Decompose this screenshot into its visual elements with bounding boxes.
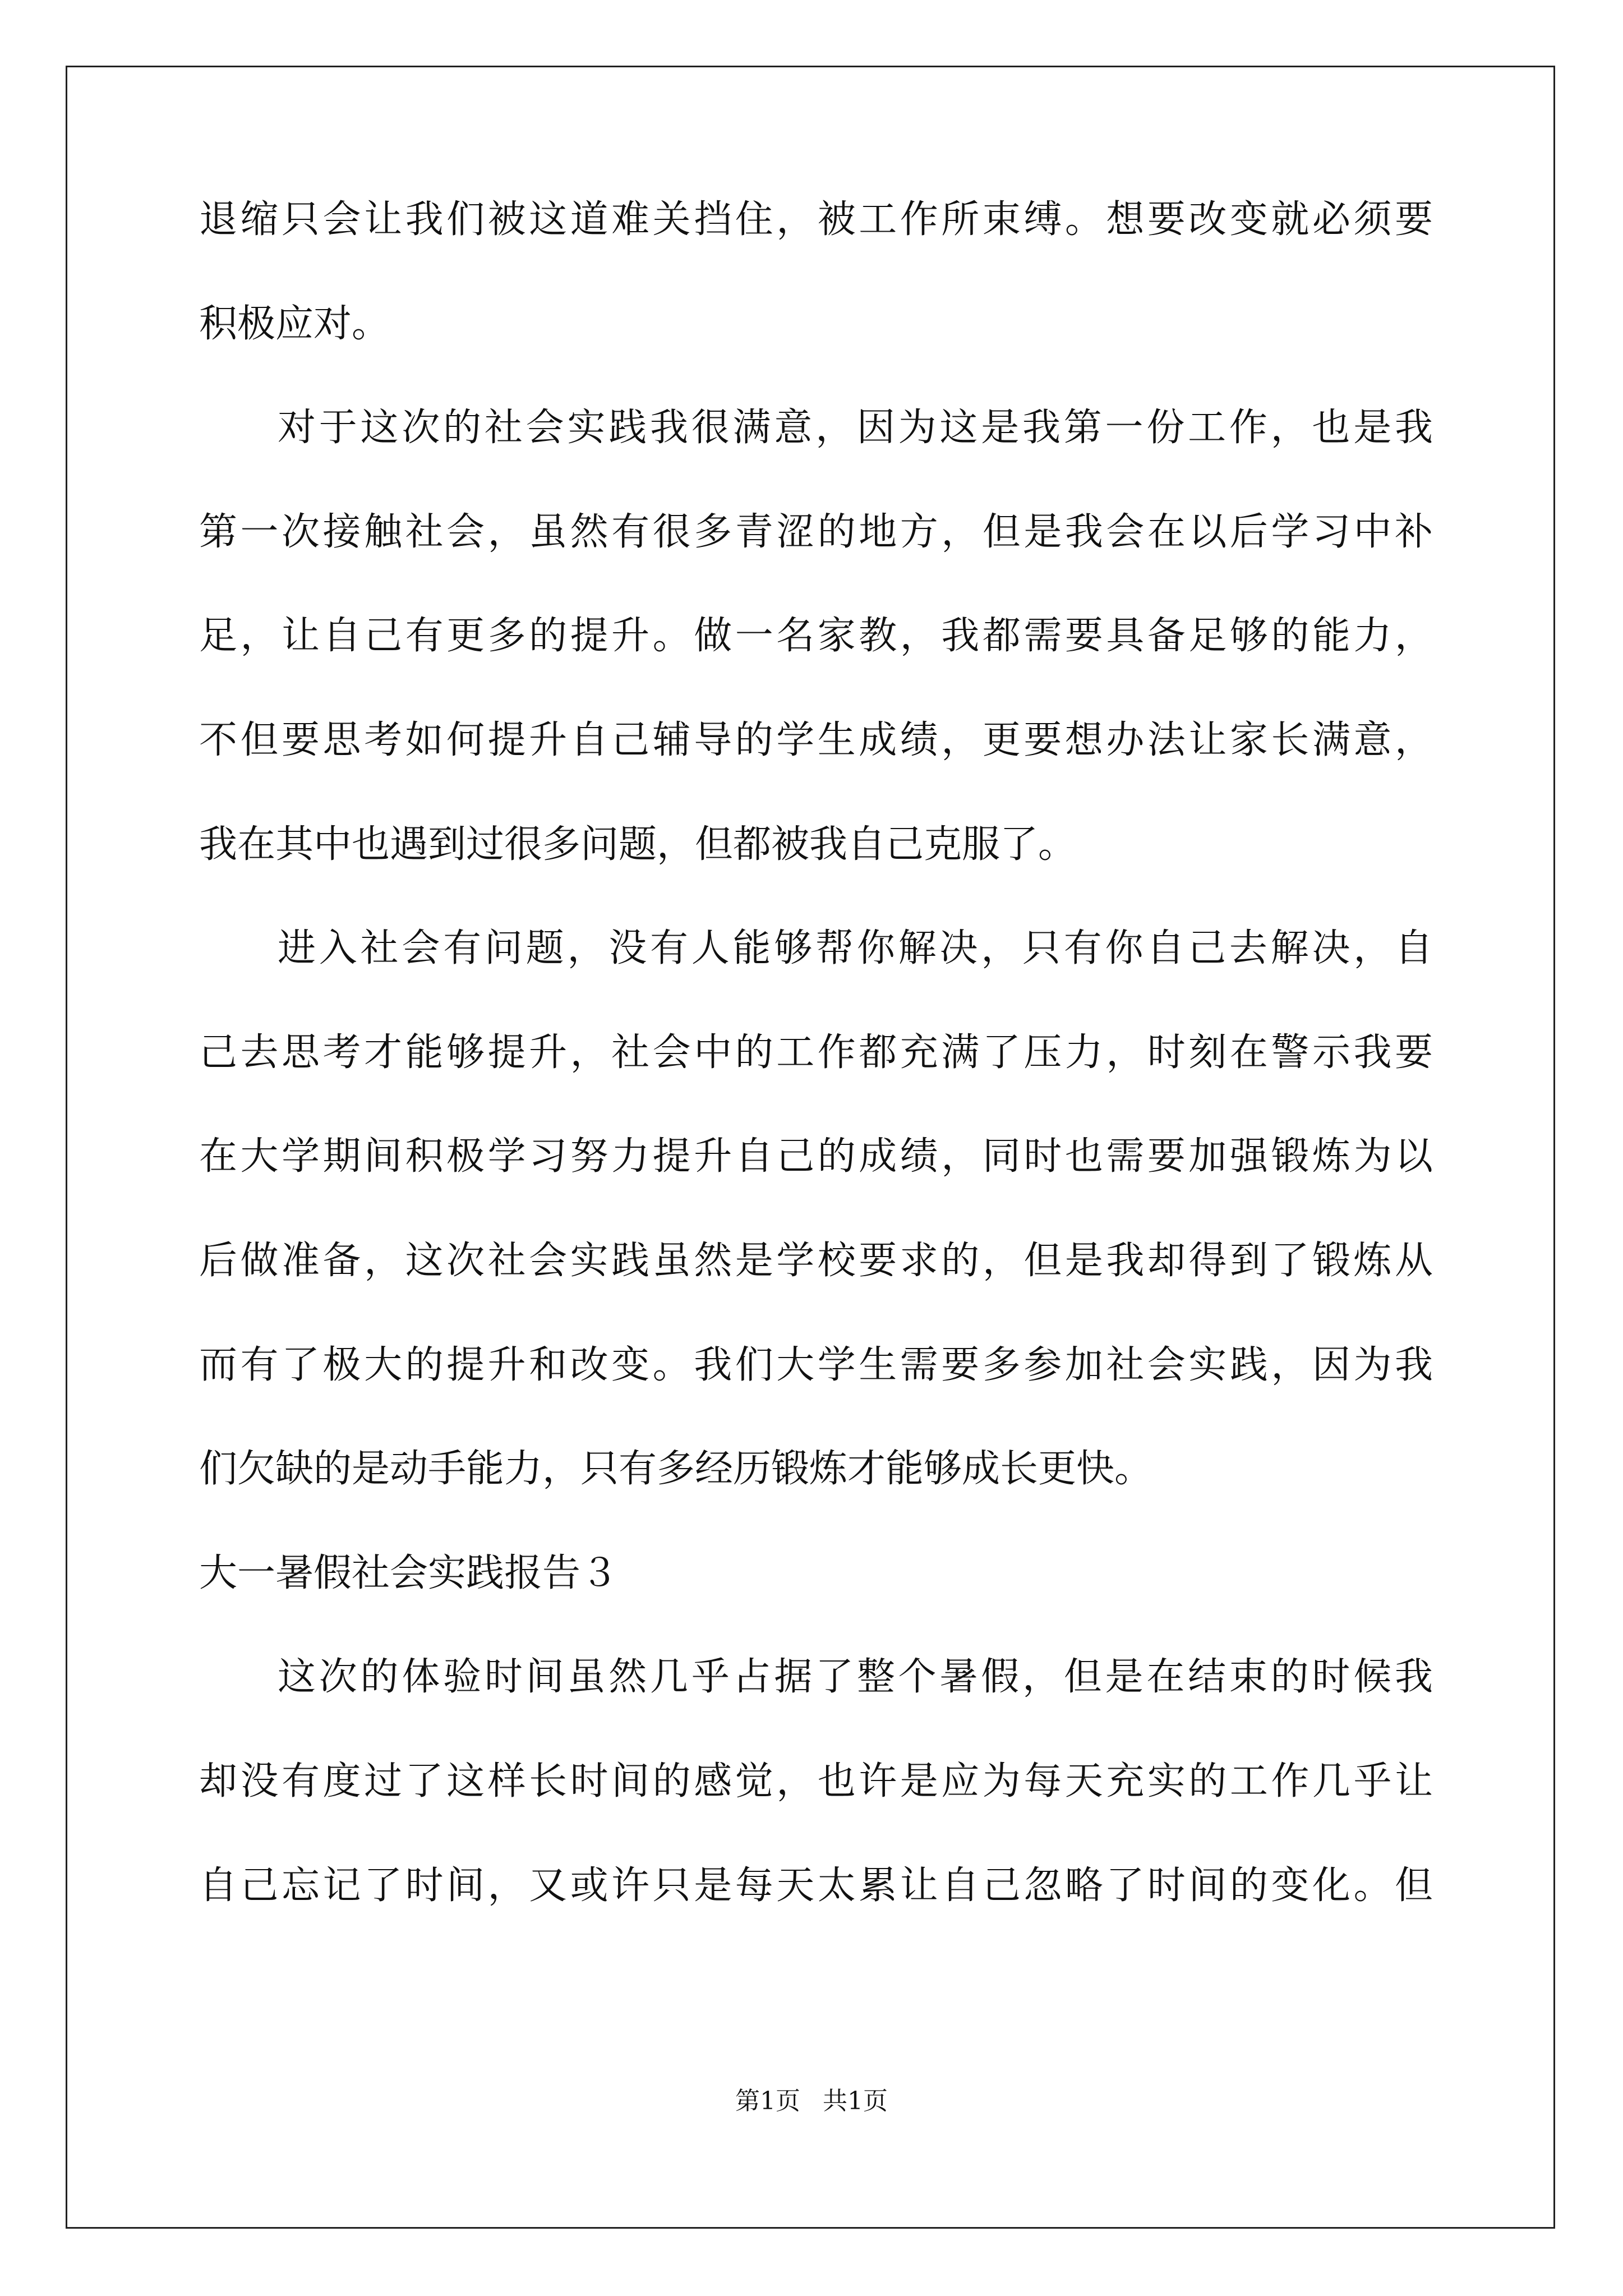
page-number: 第1页 (735, 2087, 800, 2115)
text-line: 不但要思考如何提升自己辅导的学生成绩，更要想办法让家长满意， (199, 718, 1433, 762)
text-line: 退缩只会让我们被这道难关挡住，被工作所束缚。想要改变就必须要 (199, 197, 1433, 242)
text-line: 们欠缺的是动手能力，只有多经历锻炼才能够成长更快。 (199, 1447, 1153, 1491)
text-line: 进入社会有问题，没有人能够帮你解决，只有你自己去解决，自 (278, 926, 1433, 970)
text-line: 积极应对。 (199, 302, 390, 346)
text-line: 后做准备，这次社会实践虽然是学校要求的，但是我却得到了锻炼从 (199, 1239, 1433, 1283)
text-line: 在大学期间积极学习努力提升自己的成绩，同时也需要加强锻炼为以 (199, 1134, 1433, 1179)
text-line: 我在其中也遇到过很多问题，但都被我自己克服了。 (199, 822, 1077, 867)
section-heading: 大一暑假社会实践报告３ (199, 1551, 619, 1595)
page-footer (0, 2086, 1623, 2117)
text-line: 却没有度过了这样长时间的感觉，也许是应为每天充实的工作几乎让 (199, 1759, 1433, 1803)
text-line: 己去思考才能够提升，社会中的工作都充满了压力，时刻在警示我要 (199, 1030, 1433, 1075)
text-line: 足，让自己有更多的提升。做一名家教，我都需要具备足够的能力， (199, 614, 1433, 658)
text-line: 而有了极大的提升和改变。我们大学生需要多参加社会实践，因为我 (199, 1343, 1433, 1387)
text-line: 自己忘记了时间，又或许只是每天太累让自己忽略了时间的变化。但 (199, 1864, 1433, 1908)
page-total: 共1页 (823, 2087, 888, 2115)
text-line: 这次的体验时间虽然几乎占据了整个暑假，但是在结束的时候我 (278, 1655, 1433, 1699)
text-line: 对于这次的社会实践我很满意，因为这是我第一份工作，也是我 (278, 406, 1433, 450)
text-line: 第一次接触社会，虽然有很多青涩的地方，但是我会在以后学习中补 (199, 510, 1433, 554)
